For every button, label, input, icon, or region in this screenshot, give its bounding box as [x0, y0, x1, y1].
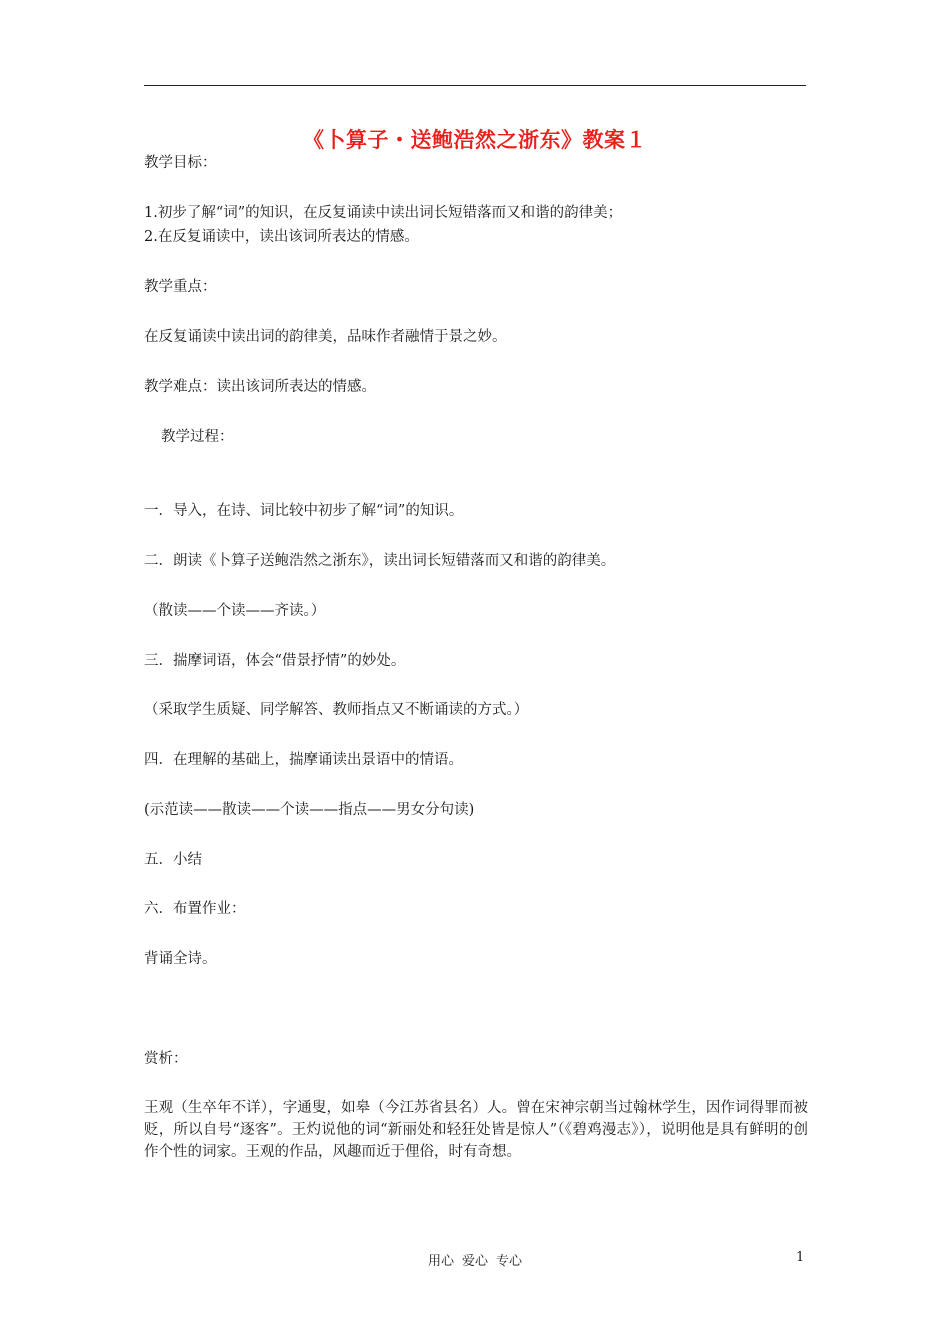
page-number: 1 — [796, 1250, 805, 1265]
process-step: 二．朗读《卜算子送鲍浩然之浙东》，读出词长短错落而又和谐的韵律美。 — [144, 553, 616, 569]
footer-motto-word: 用心 — [427, 1254, 454, 1269]
process-step: 五．小结 — [144, 852, 202, 868]
footer-motto-word: 专心 — [496, 1254, 523, 1269]
process-step: 六．布置作业： — [144, 901, 246, 917]
key-points-text: 在反复诵读中读出词的韵律美，品味作者融情于景之妙。 — [144, 329, 507, 345]
analysis-label: 赏析： — [144, 1051, 188, 1067]
process-step: 三．揣摩词语，体会“借景抒情”的妙处。 — [144, 653, 406, 669]
footer-motto — [0, 1250, 950, 1269]
page-title: 《卜算子・送鲍浩然之浙东》教案１ — [303, 127, 647, 152]
header-rule — [144, 85, 806, 86]
difficulty-text: 教学难点：读出该词所表达的情感。 — [144, 379, 376, 395]
objective-item-2: 2.在反复诵读中，读出该词所表达的情感。 — [144, 229, 419, 245]
process-step: （散读——个读——齐读。） — [144, 603, 326, 619]
process-label: 教学过程： — [161, 429, 234, 445]
objectives-label: 教学目标： — [144, 155, 217, 171]
process-step: (示范读——散读——个读——指点——男女分句读) — [144, 802, 475, 818]
process-step: 背诵全诗。 — [144, 951, 217, 967]
key-points-label: 教学重点： — [144, 279, 217, 295]
process-step: （采取学生质疑、同学解答、教师指点又不断诵读的方式。） — [144, 702, 529, 718]
objective-item-1: 1.初步了解“词”的知识，在反复诵读中读出词长短错落而又和谐的韵律美； — [144, 205, 623, 221]
process-step: 一．导入，在诗、词比较中初步了解“词”的知识。 — [144, 503, 464, 519]
footer-motto-word: 爱心 — [461, 1254, 488, 1269]
analysis-paragraph: 王观（生卒年不详），字通叟，如皋（今江苏省县名）人。曾在宋神宗朝当过翰林学生，因作词得罪而被贬，所以自号“逐客”。王灼说他的词“新丽处和轻狂处皆是惊人”（《碧鸡漫志》），说明他是具有鲜明的创作个性的词家。王观的作品，风趣而近于俚俗，时有奇想。 — [144, 1100, 808, 1160]
process-step: 四．在理解的基础上，揣摩诵读出景语中的情语。 — [144, 752, 463, 768]
